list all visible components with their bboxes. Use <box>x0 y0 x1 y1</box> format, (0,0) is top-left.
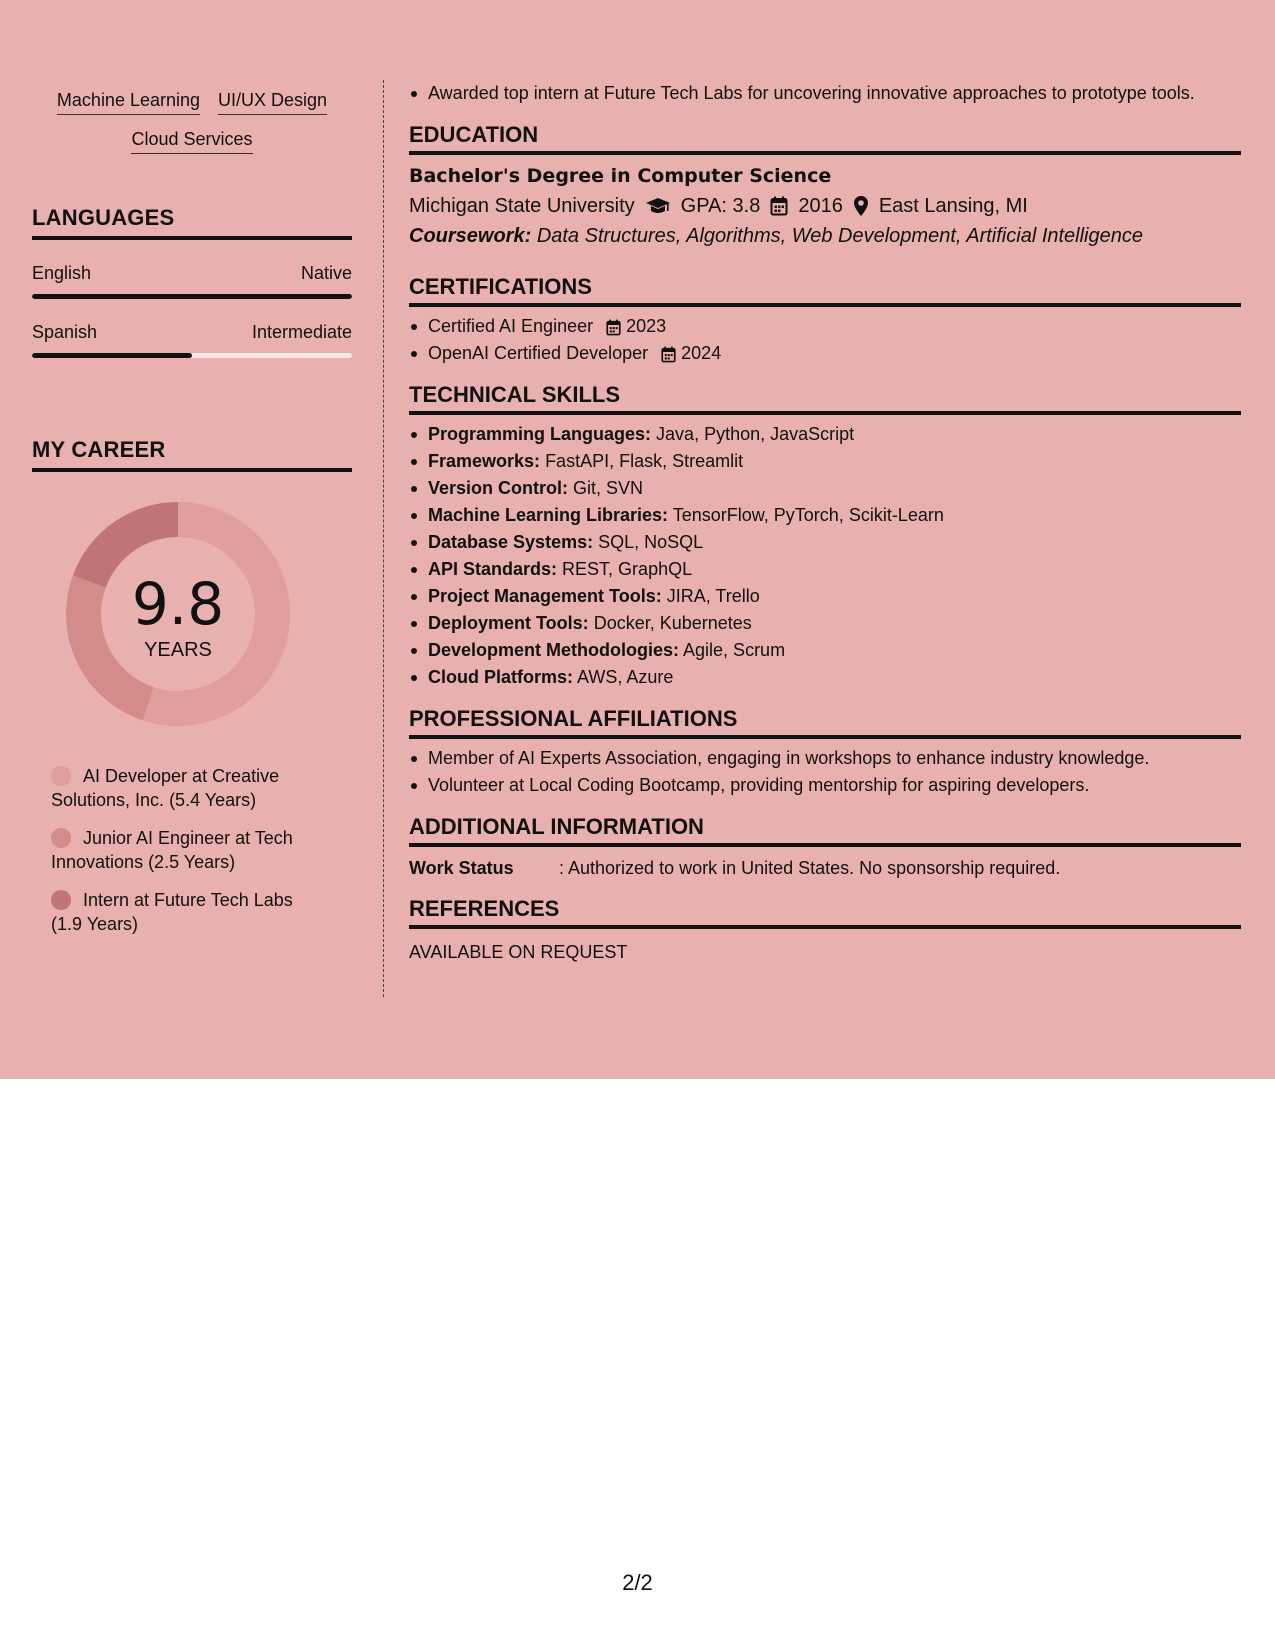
skill-label: Frameworks: <box>428 451 541 471</box>
skill-value: JIRA, Trello <box>666 586 760 606</box>
skill-item <box>409 421 1241 448</box>
skill-value: AWS, Azure <box>577 667 674 687</box>
legend-dot <box>51 828 71 848</box>
skill-item <box>409 610 1241 637</box>
skill-label: Programming Languages: <box>428 424 652 444</box>
work-status-label: Work Status <box>409 858 514 878</box>
certification-year: 2024 <box>681 343 722 363</box>
skill-value: REST, GraphQL <box>562 559 693 579</box>
tag-ui-ux-design[interactable]: UI/UX Design <box>218 88 327 115</box>
proficiency-bar <box>32 353 352 358</box>
skill-item <box>409 448 1241 475</box>
legend-item <box>51 888 321 936</box>
language-level: Intermediate <box>251 322 352 342</box>
certification-year: 2023 <box>626 316 667 336</box>
skill-tags <box>32 80 352 154</box>
skill-label: Deployment Tools: <box>428 613 589 633</box>
skill-label: Version Control: <box>428 478 569 498</box>
calendar-icon <box>661 346 676 363</box>
skill-item <box>409 475 1241 502</box>
technical-skills-list <box>409 421 1241 691</box>
legend-dot <box>51 766 71 786</box>
legend-item <box>51 764 321 812</box>
skill-label: Machine Learning Libraries: <box>428 505 669 525</box>
left-column <box>32 80 352 950</box>
education-details <box>409 191 1241 221</box>
certification-item <box>409 340 1241 367</box>
skill-label: Cloud Platforms: <box>428 667 574 687</box>
skill-label: API Standards: <box>428 559 558 579</box>
affiliations-heading: PROFESSIONAL AFFILIATIONS <box>409 705 1241 739</box>
career-total-years: 9.8 <box>131 570 225 638</box>
legend-dot <box>51 890 71 910</box>
skill-item <box>409 637 1241 664</box>
career-donut-chart <box>32 502 352 742</box>
page-number: 2/2 <box>622 1570 653 1595</box>
certification-name: Certified AI Engineer <box>428 316 594 336</box>
graduation-year: 2016 <box>798 195 843 217</box>
skill-item <box>409 664 1241 691</box>
affiliation-item: Member of AI Experts Association, engaging in workshops to enhance industry knowledge. <box>409 745 1241 772</box>
education-heading: EDUCATION <box>409 121 1241 155</box>
language-spanish <box>32 321 352 358</box>
language-level: Native <box>300 263 352 283</box>
certification-item <box>409 313 1241 340</box>
certifications-list <box>409 313 1241 367</box>
legend-label: Junior AI Engineer at Tech Innovations (2.5 Years) <box>51 828 293 872</box>
experience-bullet: Awarded top intern at Future Tech Labs for uncovering innovative approaches to prototype tools. <box>409 80 1241 107</box>
language-english <box>32 262 352 299</box>
school-location: East Lansing, MI <box>878 195 1028 217</box>
skill-value: TensorFlow, PyTorch, Scikit-Learn <box>672 505 944 525</box>
tag-cloud-services[interactable]: Cloud Services <box>131 127 252 154</box>
calendar-icon <box>770 196 788 216</box>
calendar-icon <box>606 319 621 336</box>
proficiency-fill <box>32 294 352 299</box>
proficiency-fill <box>32 353 192 358</box>
legend-label: Intern at Future Tech Labs (1.9 Years) <box>51 890 293 934</box>
references-heading: REFERENCES <box>409 895 1241 929</box>
career-legend <box>32 764 352 936</box>
skill-item <box>409 529 1241 556</box>
tag-machine-learning[interactable]: Machine Learning <box>57 88 200 115</box>
affiliations-list <box>409 745 1241 799</box>
column-divider <box>383 80 384 997</box>
legend-item <box>51 826 321 874</box>
skill-value: Java, Python, JavaScript <box>656 424 855 444</box>
skill-value: SQL, NoSQL <box>598 532 704 552</box>
skill-label: Database Systems: <box>428 532 594 552</box>
coursework-label: Coursework: <box>409 225 532 247</box>
technical-skills-heading: TECHNICAL SKILLS <box>409 381 1241 415</box>
additional-info-heading: ADDITIONAL INFORMATION <box>409 813 1241 847</box>
references-text: AVAILABLE ON REQUEST <box>409 942 628 962</box>
coursework <box>409 221 1241 251</box>
skill-value: Agile, Scrum <box>683 640 786 660</box>
school-name: Michigan State University <box>409 195 635 217</box>
certifications-heading: CERTIFICATIONS <box>409 273 1241 307</box>
graduation-cap-icon <box>645 196 671 216</box>
skill-item <box>409 556 1241 583</box>
skill-label: Development Methodologies: <box>428 640 680 660</box>
career-years-unit: YEARS <box>144 639 212 661</box>
skill-label: Project Management Tools: <box>428 586 662 606</box>
certification-name: OpenAI Certified Developer <box>428 343 649 363</box>
experience-bullets <box>409 80 1241 107</box>
skill-item <box>409 583 1241 610</box>
work-status-value: : Authorized to work in United States. No sponsorship required. <box>559 858 1061 878</box>
location-pin-icon <box>853 195 869 217</box>
gpa: GPA: 3.8 <box>680 195 761 217</box>
skill-value: Docker, Kubernetes <box>593 613 752 633</box>
work-status <box>409 855 1241 881</box>
skill-value: Git, SVN <box>573 478 644 498</box>
language-name: English <box>32 263 92 283</box>
degree-title: Bachelor's Degree in Computer Science <box>409 165 832 187</box>
coursework-list: Data Structures, Algorithms, Web Development, Artificial Intelligence <box>536 225 1143 247</box>
right-column <box>409 80 1241 965</box>
proficiency-bar <box>32 294 352 299</box>
languages-heading: LANGUAGES <box>32 204 352 240</box>
legend-label: AI Developer at Creative Solutions, Inc. (5.4 Years) <box>51 766 280 810</box>
skill-item <box>409 502 1241 529</box>
career-heading: MY CAREER <box>32 436 352 472</box>
skill-value: FastAPI, Flask, Streamlit <box>545 451 744 471</box>
affiliation-item: Volunteer at Local Coding Bootcamp, providing mentorship for aspiring developers. <box>409 772 1241 799</box>
language-name: Spanish <box>32 322 98 342</box>
